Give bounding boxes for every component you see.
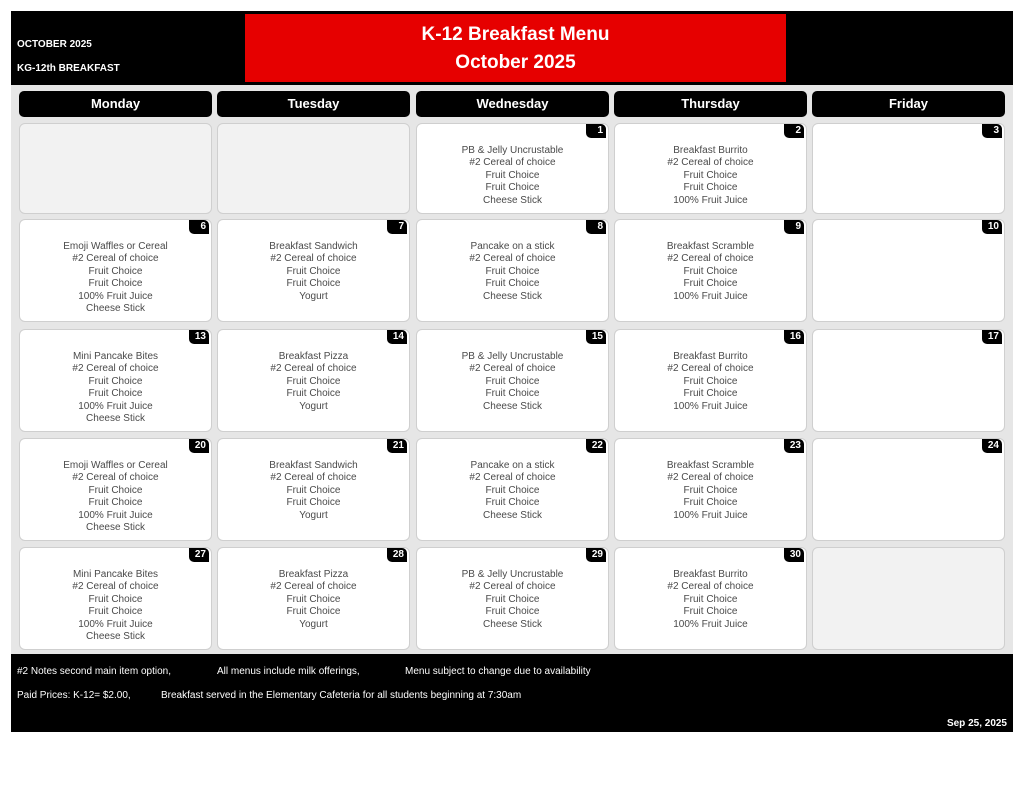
title-banner (245, 14, 786, 82)
menu-item: Mini Pancake Bites (72, 569, 159, 580)
menu-item: #2 Cereal of choice (667, 581, 754, 593)
date-badge: 24 (982, 439, 1002, 453)
menu-item: 100% Fruit Juice (78, 509, 153, 521)
menu-item: Fruit Choice (485, 278, 540, 290)
menu-item: Fruit Choice (485, 265, 540, 277)
served-note: Breakfast served in the Elementary Cafeteria for all students beginning at 7:30am (161, 690, 522, 701)
calendar-cell (416, 123, 609, 214)
menu-item: #2 Cereal of choice (667, 253, 754, 265)
date-badge: 29 (586, 548, 606, 562)
month-label: OCTOBER 2025 (17, 39, 92, 50)
menu-item: Fruit Choice (286, 606, 341, 618)
date-badge: 16 (784, 330, 804, 344)
menu-item: Fruit Choice (286, 484, 341, 496)
menu-item: Breakfast Burrito (673, 145, 748, 156)
menu-item: Cheese Stick (86, 631, 145, 643)
day-header-wednesday: Wednesday (416, 91, 609, 117)
menu-item: 100% Fruit Juice (673, 194, 748, 206)
menu-item: 100% Fruit Juice (673, 290, 748, 302)
menu-item: PB & Jelly Uncrustable (461, 351, 564, 362)
menu-item: Fruit Choice (485, 606, 540, 618)
calendar-cell (217, 547, 410, 650)
menu-item: Cheese Stick (86, 522, 145, 534)
calendar-cell (217, 438, 410, 541)
menu-item: Yogurt (299, 618, 328, 630)
day-header-tuesday: Tuesday (217, 91, 410, 117)
menu-items (615, 351, 806, 413)
date-badge: 28 (387, 548, 407, 562)
menu-item: Fruit Choice (286, 388, 341, 400)
menu-item: 100% Fruit Juice (78, 400, 153, 412)
menu-items (417, 569, 608, 631)
menu-items (417, 460, 608, 522)
menu-item: Fruit Choice (286, 265, 341, 277)
menu-items (218, 351, 409, 413)
date-badge: 23 (784, 439, 804, 453)
menu-item: Fruit Choice (683, 484, 738, 496)
menu-item: PB & Jelly Uncrustable (461, 145, 564, 156)
menu-item: Fruit Choice (485, 497, 540, 509)
menu-item: #2 Cereal of choice (469, 472, 556, 484)
menu-item: Cheese Stick (483, 618, 542, 630)
note-second-item: #2 Notes second main item option, (17, 666, 171, 677)
menu-items (615, 145, 806, 207)
menu-items (417, 145, 608, 207)
date-badge: 13 (189, 330, 209, 344)
date-badge: 3 (982, 124, 1002, 138)
day-header-monday: Monday (19, 91, 212, 117)
menu-items (218, 569, 409, 631)
header-info (17, 11, 242, 85)
menu-item: #2 Cereal of choice (270, 581, 357, 593)
menu-item: Cheese Stick (483, 290, 542, 302)
date-badge: 8 (586, 220, 606, 234)
menu-items (20, 351, 211, 425)
note-change: Menu subject to change due to availability (405, 666, 591, 677)
menu-item: Fruit Choice (683, 265, 738, 277)
menu-item: Mini Pancake Bites (72, 351, 159, 362)
date-badge: 10 (982, 220, 1002, 234)
date-badge: 2 (784, 124, 804, 138)
menu-item: Fruit Choice (88, 278, 143, 290)
menu-item: 100% Fruit Juice (673, 618, 748, 630)
calendar-cell (19, 547, 212, 650)
menu-item: Fruit Choice (286, 593, 341, 605)
date-badge: 20 (189, 439, 209, 453)
menu-item: #2 Cereal of choice (270, 363, 357, 375)
calendar-cell (812, 329, 1005, 432)
menu-item: Emoji Waffles or Cereal (63, 460, 168, 471)
menu-item: Fruit Choice (683, 169, 738, 181)
page-title: K-12 Breakfast Menu (421, 24, 610, 45)
menu-item: Fruit Choice (88, 497, 143, 509)
menu-item: Breakfast Burrito (673, 569, 748, 580)
menu-items (20, 241, 211, 315)
menu-item: Yogurt (299, 400, 328, 412)
menu-item: Breakfast Sandwich (269, 460, 358, 471)
calendar-cell (614, 547, 807, 650)
program-label: KG-12th BREAKFAST (17, 63, 120, 74)
menu-item: Yogurt (299, 290, 328, 302)
menu-item: #2 Cereal of choice (72, 363, 159, 375)
menu-item: 100% Fruit Juice (78, 618, 153, 630)
menu-item: Cheese Stick (483, 194, 542, 206)
calendar-cell (614, 219, 807, 322)
menu-item: Pancake on a stick (470, 241, 555, 252)
calendar-cell (812, 219, 1005, 322)
menu-items (20, 460, 211, 534)
menu-item: Fruit Choice (683, 497, 738, 509)
date-badge: 6 (189, 220, 209, 234)
calendar-cell (19, 219, 212, 322)
menu-item: Fruit Choice (485, 593, 540, 605)
menu-items (615, 241, 806, 303)
menu-items (218, 460, 409, 522)
menu-item: Fruit Choice (88, 593, 143, 605)
menu-item: #2 Cereal of choice (72, 253, 159, 265)
menu-item: #2 Cereal of choice (270, 472, 357, 484)
menu-item: 100% Fruit Juice (673, 400, 748, 412)
date-badge: 9 (784, 220, 804, 234)
menu-item: Fruit Choice (286, 278, 341, 290)
menu-item: Fruit Choice (485, 388, 540, 400)
menu-item: Yogurt (299, 509, 328, 521)
menu-item: Pancake on a stick (470, 460, 555, 471)
menu-item: Breakfast Pizza (278, 569, 349, 580)
menu-item: Breakfast Sandwich (269, 241, 358, 252)
print-date: Sep 25, 2025 (946, 718, 1007, 729)
date-badge: 27 (189, 548, 209, 562)
menu-item: Cheese Stick (483, 400, 542, 412)
paid-prices: Paid Prices: K-12= $2.00, (17, 690, 131, 701)
calendar-cell (416, 329, 609, 432)
menu-item: Fruit Choice (286, 497, 341, 509)
calendar-cell (614, 329, 807, 432)
menu-item: Fruit Choice (286, 375, 341, 387)
day-header-friday: Friday (812, 91, 1005, 117)
menu-item: Breakfast Scramble (666, 241, 755, 252)
calendar-cell (416, 547, 609, 650)
menu-item: Cheese Stick (86, 303, 145, 315)
menu-item: Fruit Choice (88, 606, 143, 618)
note-milk: All menus include milk offerings, (217, 666, 360, 677)
calendar-grid (11, 85, 1013, 654)
menu-item: Fruit Choice (88, 484, 143, 496)
menu-item: Fruit Choice (683, 388, 738, 400)
calendar-cell (19, 438, 212, 541)
calendar-cell (614, 438, 807, 541)
menu-item: Fruit Choice (683, 182, 738, 194)
menu-item: Breakfast Scramble (666, 460, 755, 471)
date-badge: 22 (586, 439, 606, 453)
date-badge: 7 (387, 220, 407, 234)
menu-item: #2 Cereal of choice (667, 363, 754, 375)
calendar-cell-empty (217, 123, 410, 214)
menu-item: Fruit Choice (485, 484, 540, 496)
menu-items (615, 569, 806, 631)
menu-item: Fruit Choice (485, 182, 540, 194)
menu-items (417, 241, 608, 303)
menu-item: Breakfast Burrito (673, 351, 748, 362)
calendar-cell-empty (812, 547, 1005, 650)
date-badge: 17 (982, 330, 1002, 344)
calendar-cell-empty (19, 123, 212, 214)
date-badge: 21 (387, 439, 407, 453)
date-badge: 15 (586, 330, 606, 344)
menu-item: Cheese Stick (483, 509, 542, 521)
menu-item: Fruit Choice (683, 606, 738, 618)
menu-item: #2 Cereal of choice (469, 253, 556, 265)
menu-items (218, 241, 409, 303)
menu-item: #2 Cereal of choice (667, 472, 754, 484)
footer-bar (11, 654, 1013, 732)
menu-items (615, 460, 806, 522)
menu-item: Fruit Choice (88, 375, 143, 387)
menu-item: Fruit Choice (485, 169, 540, 181)
menu-item: PB & Jelly Uncrustable (461, 569, 564, 580)
menu-item: #2 Cereal of choice (270, 253, 357, 265)
date-badge: 14 (387, 330, 407, 344)
header-bar (11, 11, 1013, 85)
menu-item: #2 Cereal of choice (469, 581, 556, 593)
date-badge: 1 (586, 124, 606, 138)
menu-items (20, 569, 211, 643)
calendar-cell (812, 123, 1005, 214)
calendar-cell (19, 329, 212, 432)
menu-item: Fruit Choice (683, 278, 738, 290)
menu-item: Emoji Waffles or Cereal (63, 241, 168, 252)
menu-item: #2 Cereal of choice (667, 157, 754, 169)
calendar-cell (217, 219, 410, 322)
menu-item: #2 Cereal of choice (72, 581, 159, 593)
menu-item: #2 Cereal of choice (469, 157, 556, 169)
menu-item: Fruit Choice (683, 593, 738, 605)
menu-item: Cheese Stick (86, 413, 145, 425)
menu-item: Fruit Choice (88, 265, 143, 277)
calendar-cell (614, 123, 807, 214)
menu-items (417, 351, 608, 413)
calendar-cell (217, 329, 410, 432)
menu-item: #2 Cereal of choice (72, 472, 159, 484)
menu-item: Breakfast Pizza (278, 351, 349, 362)
day-header-thursday: Thursday (614, 91, 807, 117)
menu-item: Fruit Choice (88, 388, 143, 400)
menu-item: Fruit Choice (683, 375, 738, 387)
page-subtitle: October 2025 (455, 52, 576, 73)
menu-item: Fruit Choice (485, 375, 540, 387)
menu-item: 100% Fruit Juice (673, 509, 748, 521)
calendar-cell (416, 438, 609, 541)
calendar-cell (812, 438, 1005, 541)
calendar-cell (416, 219, 609, 322)
date-badge: 30 (784, 548, 804, 562)
menu-item: 100% Fruit Juice (78, 290, 153, 302)
menu-item: #2 Cereal of choice (469, 363, 556, 375)
